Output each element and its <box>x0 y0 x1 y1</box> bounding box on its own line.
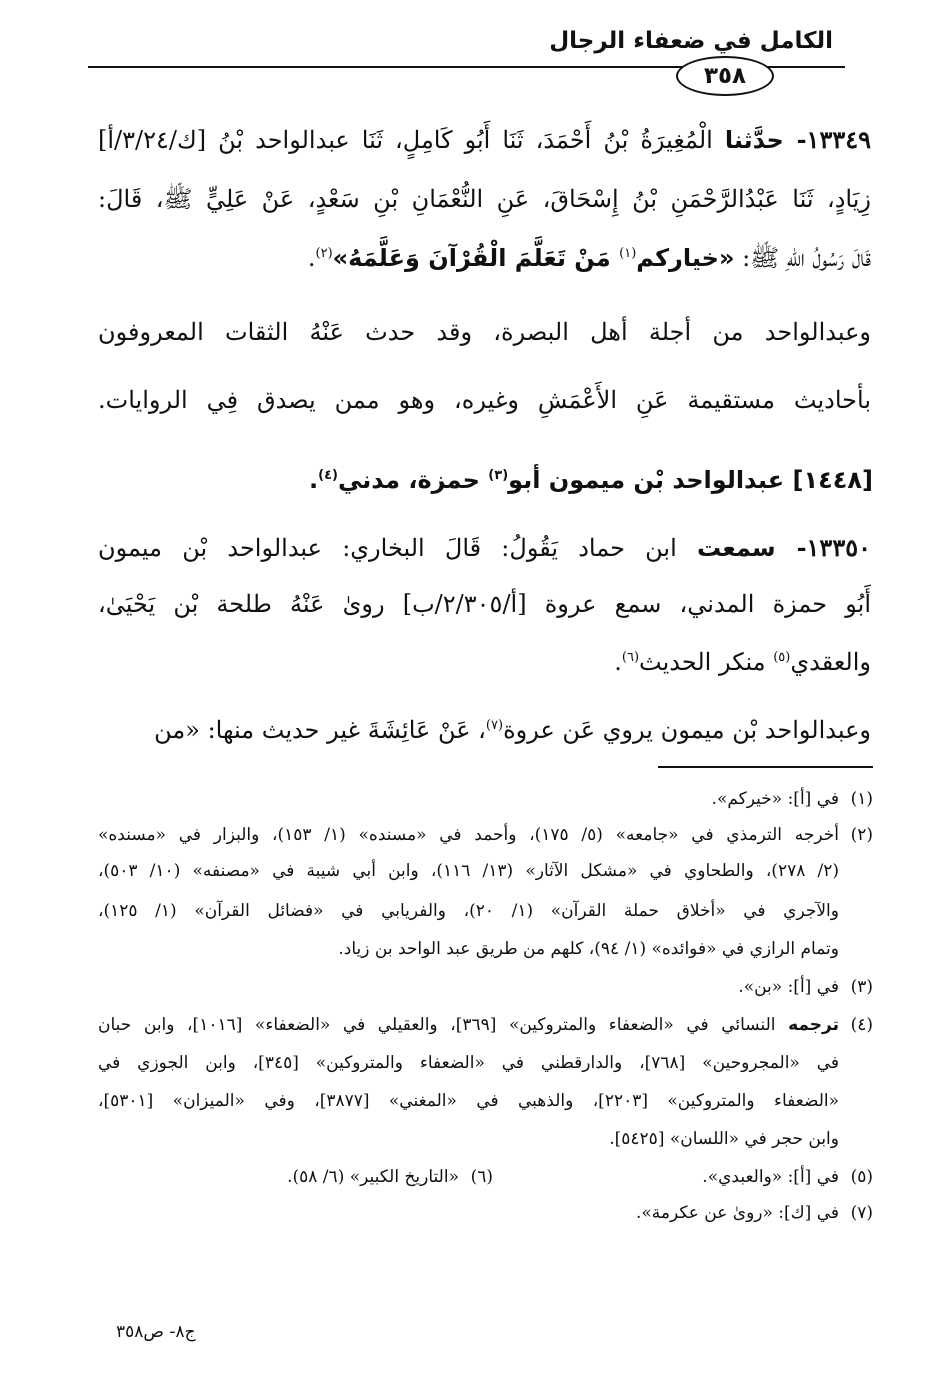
footnote-number: (٦) <box>470 1167 493 1187</box>
hadith-13349-line-3: قَالَ رَسُولُ اللهِ ﷺ: «خياركم$^{(١)}$ مَنْ تَعَلَّمَ الْقُرْآنَ وَعَلَّمَهُ»$^{(٢)}$. <box>307 244 871 272</box>
page-number: ٣٥٨ <box>676 56 774 96</box>
footnote-4-line-1: (٤)ترجمه النسائي في «الضعفاء والمتروكين» [٣٦٩]، والعقيلي في «الضعفاء» [١٠١٦]، وابن حبان <box>98 1015 873 1035</box>
footnote-5: (٥)في [أ]: «والعبدي». <box>702 1167 873 1187</box>
footnote-number: (٢) <box>850 825 873 845</box>
running-title: الكامل في ضعفاء الرجال <box>549 28 833 54</box>
comment-13350-line-1: وعبدالواحد بْن ميمون يروي عَن عروة$^{(٧)}$، عَنْ عَائِشَةَ غير حديث منها: «من <box>154 716 871 744</box>
isnad-text: الْمُغِيرَةُ بْنُ أَحْمَدَ، ثَنَا أَبُو كَامِلٍ، ثَنَا عبدالواحد بْنُ [ك/٣/٢٤/أ] <box>98 126 725 154</box>
footnote-number: (٤) <box>850 1015 873 1035</box>
footnote-number: (٧) <box>850 1203 873 1223</box>
comment-13349-line-1: وعبدالواحد من أجلة أهل البصرة، وقد حدث عَنْهُ الثقات المعروفون <box>98 318 871 346</box>
hadith-13350-line-2: أَبُو حمزة المدني، سمع عروة [أ/٢/٣٠٥/ب] روىٰ عَنْهُ طلحة بْن يَحْيَىٰ، <box>98 590 872 618</box>
footnote-ref-2[interactable]: (٢) <box>315 246 333 261</box>
volume-page-footer: ج٨- ص٣٥٨ <box>116 1322 196 1342</box>
hadith-number: ١٣٣٤٩ <box>806 125 871 154</box>
footnote-4-line-2: في «المجروحين» [٧٦٨]، والدارقطني في «الضعفاء والمتروكين» [٣٤٥]، وابن الجوزي في <box>98 1053 840 1073</box>
footnote-ref-3[interactable]: (٣) <box>488 468 509 483</box>
footnote-2-line-1: (٢)أخرجه الترمذي في «جامعه» (٥/ ١٧٥)، وأحمد في «مسنده» (١/ ١٥٣)، والبزار في «مسنده» <box>98 825 873 845</box>
footnote-1: (١)في [أ]: «خيركم». <box>711 789 873 809</box>
prophet-attribution: قَالَ رَسُولُ اللهِ ﷺ: <box>734 244 871 272</box>
footnote-2-line-3: والآجري في «أخلاق حملة القرآن» (١/ ٢٠)، والفريابي في «فضائل القرآن» (١/ ١٢٥)، <box>98 901 839 921</box>
comment-13349-line-2: بأحاديث مستقيمة عَنِ الأَعْمَشِ وغيره، وهو ممن يصدق فِي الروايات. <box>98 386 872 414</box>
footnote-ref-4[interactable]: (٤) <box>318 468 338 483</box>
entry-heading-1448: [١٤٤٨] عبدالواحد بْن ميمون أبو$^{(٣)}$ حمزة، مدني$^{(٤)}$. <box>309 466 873 494</box>
footnote-ref-6[interactable]: (٦) <box>621 650 640 665</box>
footnote-number: (٥) <box>850 1167 873 1187</box>
footnote-number: (١) <box>850 789 873 809</box>
footnote-ref-7[interactable]: (٧) <box>485 718 504 733</box>
footnote-ref-1[interactable]: (١) <box>619 246 637 261</box>
footnote-3: (٣)في [أ]: «بن». <box>738 977 873 997</box>
hadith-matn: مَنْ تَعَلَّمَ الْقُرْآنَ وَعَلَّمَهُ» <box>332 244 620 272</box>
hadith-13350-line-3: والعقدي$^{(٥)}$ منكر الحديث$^{(٦)}$. <box>614 648 871 676</box>
footnote-7: (٧)في [ك]: «روىٰ عن عكرمة». <box>635 1203 873 1223</box>
narration-verb: حدَّثنا <box>724 126 784 154</box>
hadith-number: ١٣٣٥٠ <box>806 533 871 562</box>
footnote-ref-5[interactable]: (٥) <box>773 650 791 665</box>
hadith-13349-line-2: زِيَادٍ، ثَنَا عَبْدُالرَّحْمَنِ بْنُ إِسْحَاقَ، عَنِ النُّعْمَانِ بْنِ سَعْدٍ، عَنْ عَلِيٍّ ﷺ، قَالَ: <box>98 185 871 213</box>
hadith-13350-line-1: ١٣٣٥٠- سمعت ابن حماد يَقُولُ: قَالَ البخاري: عبدالواحد بْن ميمون <box>98 533 871 562</box>
entry-title: [١٤٤٨] عبدالواحد بْن ميمون أبو <box>508 466 873 494</box>
footnote-2-line-2: (٢/ ٢٧٨)، والطحاوي في «مشكل الآثار» (١٣/ ١١٦)، وابن أبي شيبة في «مصنفه» (١٠/ ٥٠٣)، <box>98 861 840 881</box>
footnote-separator <box>658 766 873 768</box>
footnote-4-line-4: وابن حجر في «اللسان» [٥٤٢٥]. <box>609 1129 839 1149</box>
hadith-13349-line-1: ١٣٣٤٩- حدَّثنا الْمُغِيرَةُ بْنُ أَحْمَدَ، ثَنَا أَبُو كَامِلٍ، ثَنَا عبدالواحد بْنُ [ك/٣/٢٤/أ] <box>98 125 871 154</box>
footnote-number: (٣) <box>850 977 873 997</box>
footnote-6: (٦)«التاريخ الكبير» (٦/ ٥٨). <box>287 1167 493 1187</box>
narration-verb: سمعت <box>696 534 776 562</box>
footnote-4-line-3: «الضعفاء والمتروكين» [٢٢٠٣]، والذهبي في «المغني» [٣٨٧٧]، وفي «الميزان» [٥٣٠١]، <box>98 1091 840 1111</box>
footnote-2-line-4: وتمام الرازي في «فوائده» (١/ ٩٤)، كلهم من طريق عبد الواحد بن زياد. <box>338 939 839 959</box>
hadith-matn-start: «خياركم <box>636 244 735 272</box>
